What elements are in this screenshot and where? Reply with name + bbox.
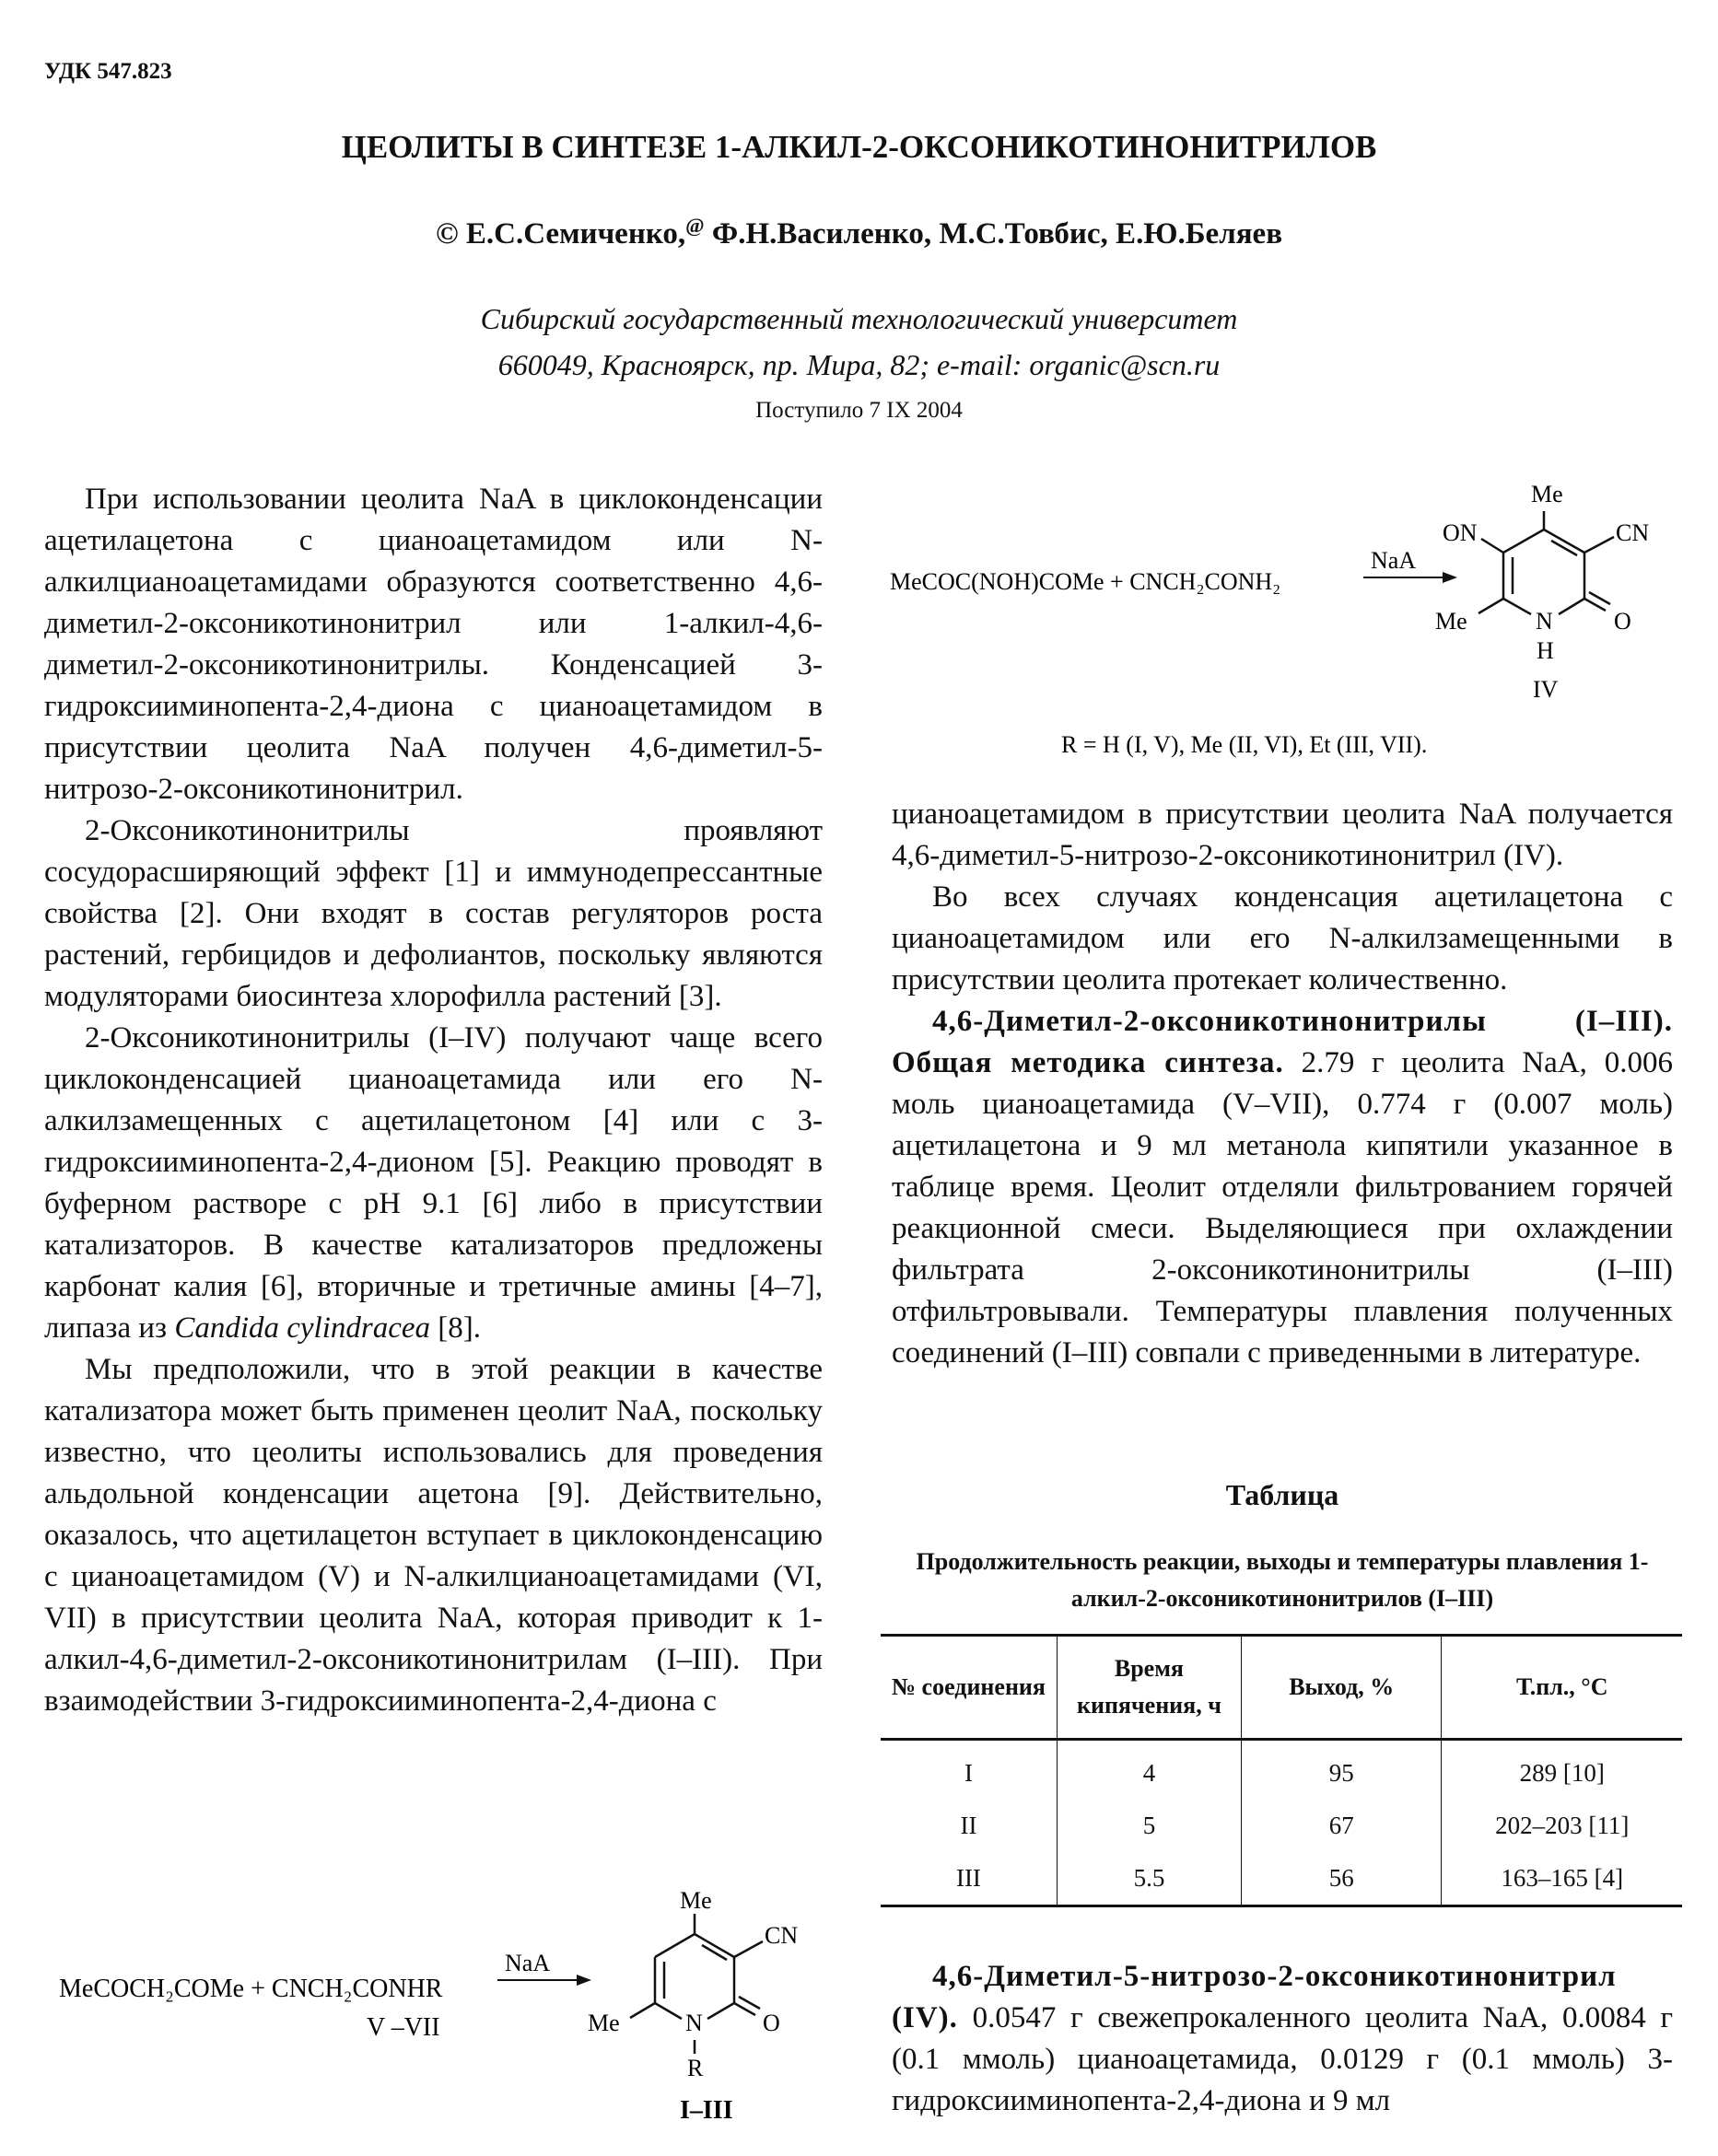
paragraph [892, 1001, 1673, 1374]
authors-prefix: © Е.С.Семиченко, [435, 217, 686, 251]
paragraph [892, 1956, 1673, 2122]
right-column [892, 794, 1673, 1374]
substituent-me-left: Me [588, 2010, 620, 2036]
table-cell: 163–165 [4] [1442, 1852, 1682, 1906]
reaction-arrow-head [577, 1975, 591, 1986]
scheme2-reactants: MeCOC(NOH)COMe + CNCH₂CONH₂ [890, 568, 1281, 595]
table-cell: 5 [1057, 1800, 1241, 1852]
substituent-me-top: Me [680, 1887, 712, 1914]
paragraph [44, 1018, 823, 1349]
affiliation-line-2: 660049, Красноярск, пр. Мира, 82; e-mail: organic@scn.ru [497, 348, 1221, 381]
table-row [881, 1800, 1682, 1852]
column-header: Время кипячения, ч [1057, 1636, 1241, 1740]
table-row [881, 1852, 1682, 1906]
carbonyl-oxygen: O [1614, 608, 1631, 635]
data-table [881, 1634, 1682, 1907]
table-caption: Продолжительность реакции, выходы и температуры плавления 1-алкил-2-оксоникотинонитрилов (I–III) [916, 1548, 1649, 1612]
r-legend: R = H (I, V), Me (II, VI), Et (III, VII). [1061, 731, 1428, 758]
paragraph-text: [8]. [430, 1311, 482, 1345]
substituent-me-top: Me [1531, 481, 1563, 507]
substituent-r: R [687, 2055, 704, 2081]
right-column-bottom [892, 1956, 1673, 2122]
table-row [881, 1740, 1682, 1801]
ring-nitrogen: N [685, 2010, 703, 2036]
section-heading: 4,6-Диметил-2-оксоникотинонитрилы (I–III). Общая методика синтеза. [892, 1005, 1673, 1079]
reaction-scheme-1 [44, 1870, 855, 2156]
substituent-cn: CN [1616, 519, 1650, 546]
udk-code: УДК 547.823 [44, 59, 172, 84]
pyridone-ring [1478, 511, 1614, 614]
paragraph-text: 0.0547 г свежепрокаленного цеолита NaA, 0.0084 г (0.1 ммоль) цианоацетамида, 0.0129 г (0.1 ммоль) 3-гидроксииминопента-2,4-диона и 9 мл [892, 2001, 1673, 2117]
substituent-h: H [1537, 637, 1554, 664]
column-header: Т.пл., °С [1442, 1636, 1682, 1740]
column-header: Выход, % [1241, 1636, 1442, 1740]
scheme1-product-label: I–III [680, 2096, 733, 2125]
scheme2-catalyst: NaA [1371, 547, 1417, 574]
scheme1-reactant-label: V –VII [367, 2013, 440, 2042]
table-cell: 202–203 [11] [1442, 1800, 1682, 1852]
substituent-me-left: Me [1435, 608, 1467, 635]
substituent-cn: CN [765, 1922, 799, 1949]
section-heading: 4,6-Диметил-5-нитрозо-2-оксоникотинонитрил (IV). [892, 1960, 1617, 2034]
paragraph-text: 2.79 г цеолита NaA, 0.006 моль цианоацетамида (V–VII), 0.774 г (0.007 моль) ацетилацетона и 9 мл метанола кипятили указанное в таблице время. Цеолит отделяли фильтрованием горячей реакционной смеси. Выделяющиеся при охлаждении фильтрата 2-оксоникотинонитрилы (I–III) отфильтровывали. Температуры плавления полученных соединений (I–III) совпали с приведенными в литературе. [892, 1046, 1673, 1369]
table-title: Таблица [1225, 1478, 1339, 1511]
table-cell: 56 [1241, 1852, 1442, 1906]
table-cell: II [960, 1812, 977, 1839]
substituent-on: ON [1443, 519, 1478, 546]
table-cell: 289 [10] [1442, 1740, 1682, 1801]
species-name: Candida cylindracea [174, 1311, 431, 1345]
table-header-row [881, 1636, 1682, 1740]
paragraph: При использовании цеолита NaA в циклоконденсации ацетилацетона с цианоацетамидом или N-алкилцианоацетамидами образуются соответственно 4,6-диметил-2-оксоникотинонитрил или 1-алкил-4,6-диметил-2-оксоникотинонитрилы. Конденсацией 3-гидроксииминопента-2,4-диона с цианоацетамидом в присутствии цеолита NaA получен 4,6-диметил-5-нитрозо-2-оксоникотинонитрил. [44, 483, 823, 806]
table-cell: I [964, 1759, 973, 1787]
column-header: № соединения [881, 1636, 1057, 1740]
scheme1-catalyst: NaA [505, 1950, 551, 1976]
reaction-arrow-head [1443, 572, 1457, 583]
paragraph-text: 2-Оксоникотинонитрилы (I–IV) получают чаще всего циклоконденсацией цианоацетамида или его N-алкилзамещенных с ацетилацетоном [4] или с 3-гидроксииминопента-2,4-дионом [5]. Реакцию проводят в буферном растворе с рН 9.1 [6] либо в присутствии катализаторов. В качестве катализаторов предложены карбонат калия [6], вторичные и третичные амины [4–7], липаза из [44, 1021, 823, 1345]
paragraph: Мы предположили, что в этой реакции в качестве катализатора может быть применен цеолит NaA, поскольку известно, что цеолиты использовались для проведения альдольной конденсации ацетона [9]. Действительно, оказалось, что ацетилацетон вступает в циклоконденсацию с цианоацетамидом (V) и N-алкилцианоацетамидами (VI, VII) в присутствии цеолита NaA, которая приводит к 1-алкил-4,6-диметил-2-оксоникотинонитрилам (I–III). При взаимодействии 3-гидроксииминопента-2,4-диона с [44, 1353, 823, 1718]
table-cell: 67 [1241, 1800, 1442, 1852]
article-title: ЦЕОЛИТЫ В СИНТЕЗЕ 1-АЛКИЛ-2-ОКСОНИКОТИНОНИТРИЛОВ [341, 129, 1377, 165]
table-cell: 95 [1241, 1740, 1442, 1801]
authors [0, 214, 1718, 251]
table-cell: 5.5 [1057, 1852, 1241, 1906]
table-cell: III [881, 1852, 1057, 1906]
left-column [44, 479, 823, 1722]
paragraph: Во всех случаях конденсация ацетилацетона с цианоацетамидом или его N-алкилзамещенными в присутствии цеолита протекает количественно. [892, 880, 1673, 996]
carbonyl-oxygen: O [763, 2010, 780, 2036]
authors-rest: Ф.Н.Василенко, М.С.Товбис, Е.Ю.Беляев [704, 217, 1283, 251]
reaction-scheme-2 [884, 465, 1695, 769]
scheme2-product-label: IV [1533, 676, 1559, 703]
corresponding-author-mark: @ [685, 214, 705, 237]
ring-nitrogen: N [1536, 608, 1553, 635]
scheme1-reactants: MeCOCH₂COMe + CNCH₂CONHR [59, 1975, 443, 2003]
affiliation-line-1: Сибирский государственный технологический университет [480, 302, 1238, 335]
table-cell: 4 [1057, 1740, 1241, 1801]
paragraph: цианоацетамидом в присутствии цеолита NaA получается 4,6-диметил-5-нитрозо-2-оксоникотинонитрил (IV). [892, 798, 1673, 872]
paragraph: 2-Оксоникотинонитрилы проявляют сосудорасширяющий эффект [1] и иммунодепрессантные свойства [2]. Они входят в состав регуляторов роста растений, гербицидов и дефолиантов, поскольку являются модуляторами биосинтеза хлорофилла растений [3]. [44, 814, 823, 1013]
received-date: Поступило 7 IX 2004 [755, 398, 963, 423]
